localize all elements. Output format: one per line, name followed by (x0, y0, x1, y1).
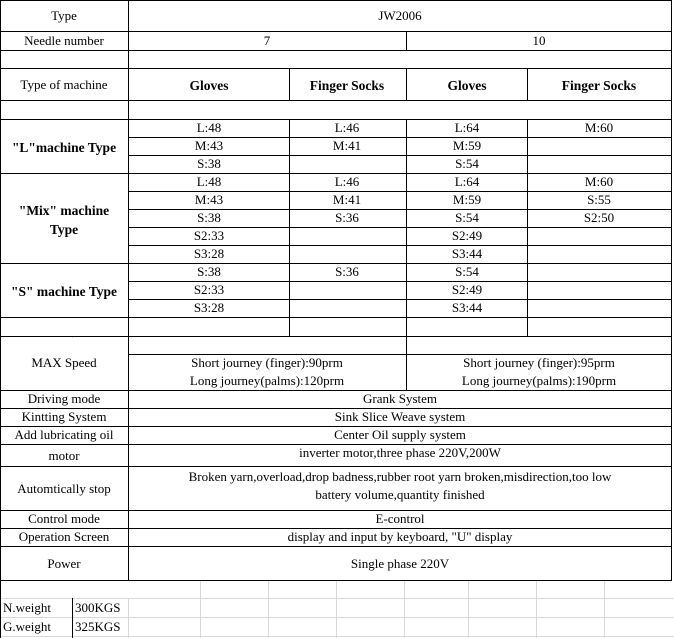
grid-line (468, 581, 469, 638)
l-cell: S:54 (455, 156, 479, 171)
s-cell: S2:33 (193, 282, 225, 297)
grid-line (527, 68, 528, 100)
l-cell: L:48 (196, 120, 222, 135)
l-cell: M:59 (452, 138, 482, 153)
max-speed-short-10: Short journey (finger):95prm (463, 355, 615, 370)
grid-line (0, 336, 672, 337)
needle-value-7: 7 (263, 33, 271, 48)
grid-line (289, 68, 290, 100)
column-finger-socks-7: Finger Socks (309, 78, 385, 93)
motor-label: motor (48, 448, 80, 463)
s-cell: S3:44 (451, 300, 483, 315)
type-value: JW2006 (378, 8, 422, 23)
grid-line (72, 337, 73, 338)
net-weight-label: N.weight (3, 600, 52, 615)
net-weight-value: 300KGS (75, 600, 121, 615)
grid-line (200, 581, 201, 638)
control-mode-value: E-control (375, 511, 425, 526)
power-label: Power (47, 556, 81, 571)
type-label: Type (51, 8, 77, 23)
grid-line (268, 581, 269, 638)
max-speed-long-7: Long journey(palms):120prm (189, 373, 345, 388)
gross-weight-label: G.weight (3, 619, 52, 634)
grid-line (604, 581, 605, 638)
grid-line (0, 68, 672, 69)
mix-cell: S:55 (587, 192, 611, 207)
mix-cell: M:41 (332, 192, 362, 207)
table-border (0, 0, 672, 1)
gross-weight-value: 325KGS (75, 619, 121, 634)
driving-mode-label: Driving mode (27, 391, 101, 406)
grid-line (128, 0, 129, 581)
mix-cell: S2:50 (583, 210, 615, 225)
grid-line (0, 466, 672, 467)
max-speed-long-10: Long journey(palms):190prm (461, 373, 617, 388)
grid-line (406, 68, 407, 100)
grid-line (0, 317, 672, 318)
grid-line (406, 32, 407, 50)
s-cell: S:36 (335, 264, 359, 279)
s-machine-label: "S" machine Type (10, 284, 118, 299)
operation-screen-value: display and input by keyboard, "U" display (287, 529, 513, 544)
mix-cell: L:46 (334, 174, 360, 189)
operation-screen-label: Operation Screen (18, 529, 110, 544)
mix-cell: S:54 (455, 210, 479, 225)
auto-stop-label: Automtically stop (17, 481, 111, 496)
mix-cell: L:64 (454, 174, 480, 189)
grid-line (0, 580, 672, 581)
s-cell: S2:49 (451, 282, 483, 297)
l-machine-label: "L"machine Type (11, 140, 117, 155)
mix-cell: L:48 (196, 174, 222, 189)
s-cell: S:38 (197, 264, 221, 279)
mix-cell: M:60 (584, 174, 614, 189)
mix-machine-label-2: Type (49, 222, 79, 237)
grid-line (0, 100, 672, 101)
machine-type-label: Type of machine (20, 77, 108, 92)
l-cell: M:43 (194, 138, 224, 153)
mix-cell: S2:33 (193, 228, 225, 243)
l-cell: M:41 (332, 138, 362, 153)
power-value: Single phase 220V (350, 556, 450, 571)
l-cell: M:60 (584, 120, 614, 135)
lubricating-oil-label: Add lubricating oil (14, 427, 114, 442)
mix-cell: S:36 (335, 210, 359, 225)
auto-stop-line-2: battery volume,quantity finished (315, 487, 485, 502)
grid-line (0, 390, 672, 391)
s-cell: S:54 (455, 264, 479, 279)
mix-cell: S3:28 (193, 246, 225, 261)
grid-line (336, 581, 337, 638)
table-border (671, 0, 672, 581)
max-speed-label: MAX Speed (31, 355, 97, 370)
lubricating-oil-value: Center Oil supply system (334, 427, 466, 442)
column-finger-socks-10: Finger Socks (561, 78, 637, 93)
column-gloves-10: Gloves (447, 78, 487, 93)
needle-value-10: 10 (532, 33, 546, 48)
motor-value: inverter motor,three phase 220V,200W (299, 445, 501, 460)
column-gloves-7: Gloves (189, 78, 229, 93)
mix-cell: S2:49 (451, 228, 483, 243)
s-cell: S3:28 (193, 300, 225, 315)
grid-line (536, 581, 537, 638)
grid-line (0, 546, 672, 547)
l-cell: S:38 (197, 156, 221, 171)
l-cell: L:64 (454, 120, 480, 135)
needle-label: Needle number (24, 33, 104, 48)
max-speed-short-7: Short journey (finger):90prm (191, 355, 343, 370)
mix-cell: S3:44 (451, 246, 483, 261)
grid-line (0, 636, 674, 637)
grid-line (404, 581, 405, 638)
mix-machine-label-1: "Mix" machine (18, 203, 110, 218)
mix-cell: M:43 (194, 192, 224, 207)
grid-line (0, 50, 672, 51)
mix-cell: M:59 (452, 192, 482, 207)
grid-line (406, 336, 407, 390)
knitting-system-label: Kintting System (21, 409, 107, 424)
mix-cell: S:38 (197, 210, 221, 225)
grid-line (128, 599, 129, 638)
table-border (0, 0, 1, 638)
grid-line (72, 598, 73, 638)
driving-mode-value: Grank System (362, 391, 438, 406)
control-mode-label: Control mode (28, 511, 100, 526)
knitting-system-value: Sink Slice Weave system (334, 409, 466, 424)
grid-line (0, 510, 672, 511)
l-cell: L:46 (334, 120, 360, 135)
auto-stop-line-1: Broken yarn,overload,drop badness,rubber root yarn broken,misdirection,too low (188, 469, 612, 484)
